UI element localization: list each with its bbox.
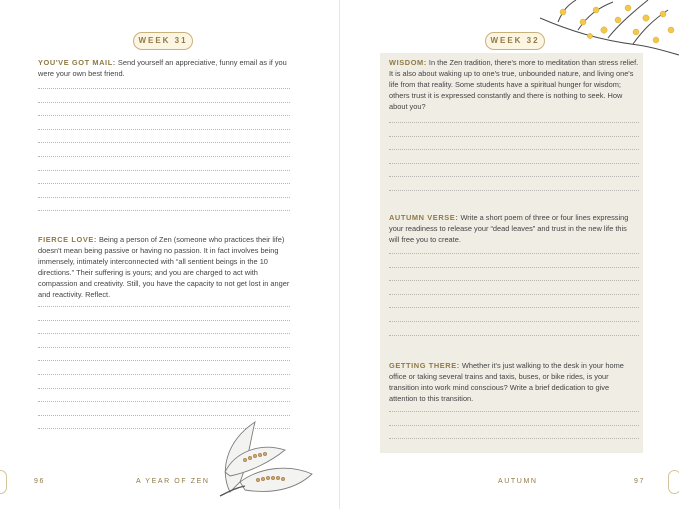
- prompt-text: In the Zen tradition, there's more to meditation than stress relief. It is also about waking up to one's true, unbounded nature, and living one's life from that reality. Some students have a spiritual hunger for wisdom; others trust it is expressed constantly and there is nothing to seek. How about you?: [389, 58, 639, 111]
- prompt-keyword: FIERCE LOVE:: [38, 235, 97, 244]
- week-31-badge: WEEK 31: [133, 32, 193, 50]
- week-32-badge: WEEK 32: [485, 32, 545, 50]
- writing-lines-getting-there[interactable]: [389, 411, 639, 452]
- prompt-getting-there: [389, 360, 639, 404]
- left-edge-tab: [0, 470, 7, 494]
- yellow-flower-branch-illustration: [538, 0, 679, 60]
- prompt-keyword: GETTING THERE:: [389, 361, 460, 370]
- prompt-youve-got-mail: [38, 57, 292, 79]
- prompt-autumn-verse: [389, 212, 639, 245]
- prompt-text: Send yourself an appreciative, funny email as if you were your own best friend.: [38, 58, 287, 78]
- prompt-text: Whether it's just walking to the desk in your home office or taking several trains and taxis, buses, or bike rides, is your transition into work mind conscious? Write a brief dedication to give attention to this transition.: [389, 361, 624, 403]
- prompt-text: Being a person of Zen (someone who practices their life) doesn't mean being passive or having no passion. It in fact involves being immensely, intimately interconnected with “all sentient beings in the 10 directions.” Their suffering is yours; and you are charged to act with compassion and creativity. Still, you have the capacity to not get lost in anger and reactivity. Reflect.: [38, 235, 290, 299]
- writing-lines-autumn-verse[interactable]: [389, 253, 639, 348]
- running-footer-left: A YEAR OF ZEN: [136, 478, 210, 485]
- prompt-keyword: AUTUMN VERSE:: [389, 213, 459, 222]
- prompt-text: Write a short poem of three or four lines expressing your readiness to release your “dead leaves” and trust in the new life this will free you to create.: [389, 213, 629, 244]
- writing-lines-wisdom[interactable]: [389, 122, 639, 204]
- page-gutter: [339, 0, 340, 509]
- running-footer-right: AUTUMN: [498, 478, 538, 485]
- prompt-keyword: WISDOM:: [389, 58, 427, 67]
- prompt-fierce-love: [38, 234, 292, 300]
- writing-lines-youve-got-mail[interactable]: [38, 88, 290, 224]
- page-number-96: 96: [34, 478, 45, 485]
- right-edge-tab: [668, 470, 679, 494]
- prompt-wisdom: [389, 57, 639, 112]
- page-number-97: 97: [634, 478, 645, 485]
- seed-pod-illustration: [200, 412, 325, 502]
- prompt-keyword: YOU'VE GOT MAIL:: [38, 58, 116, 67]
